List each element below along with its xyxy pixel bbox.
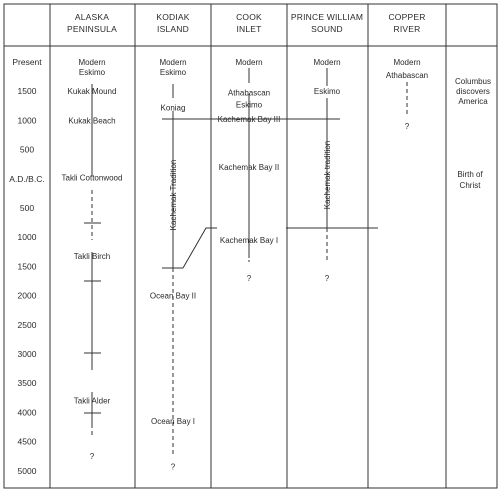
alaska-phase-label: Eskimo <box>78 68 106 78</box>
cook-phase-label: Modern <box>235 58 263 67</box>
birth-of-christ-line1: Birth of <box>457 170 483 179</box>
columbus-line1: Columbus <box>454 77 492 86</box>
header-kodiak-line1: KODIAK <box>156 12 190 22</box>
columbus-line3: America <box>458 97 488 106</box>
time-axis-label: 500 <box>19 144 35 155</box>
cook-phase-label: Kachemak Bay III <box>217 114 281 124</box>
kodiak-phase-label: Modern <box>159 58 187 67</box>
header-kodiak-line2: ISLAND <box>157 24 189 34</box>
alaska-phase-label: Kukak Beach <box>68 116 116 126</box>
alaska-phase-label: Takli Alder <box>73 396 111 406</box>
time-axis-label: 1000 <box>17 115 37 126</box>
time-axis-label: 2500 <box>17 319 37 330</box>
cook-phase-label: Kachemak Bay II <box>218 163 280 173</box>
time-axis-label: 1500 <box>17 261 37 272</box>
time-axis-label: 3000 <box>17 349 37 359</box>
kodiak-phase-label: Ocean Bay I <box>150 417 196 427</box>
columbus-line2: discovers <box>456 87 490 96</box>
kodiak-phase-label: Ocean Bay II <box>149 291 197 301</box>
birth-of-christ-line2: Christ <box>459 181 481 190</box>
time-axis-label: 1000 <box>17 232 37 243</box>
cook-phase-label: ? <box>246 274 252 284</box>
header-cook-line1: COOK <box>236 12 262 22</box>
alaska-phase-label: ? <box>89 452 95 462</box>
pws-phase-label: ? <box>324 274 330 284</box>
time-axis-label: 4000 <box>17 407 37 418</box>
header-cook-line2: INLET <box>236 24 262 34</box>
time-axis <box>9 57 44 476</box>
pws-phase-label: Modern <box>313 58 341 67</box>
alaska-phase-label: Takli Birch <box>73 252 111 262</box>
cook-phase-label: Eskimo <box>235 100 263 110</box>
phase-labels <box>62 58 429 471</box>
copper-phase-label: ? <box>404 122 410 132</box>
kodiak-phase-label: ? <box>170 462 176 472</box>
copper-phase-label: Athabascan <box>385 71 429 81</box>
sequence-lines <box>84 68 407 454</box>
header-pws-line2: SOUND <box>311 24 343 34</box>
time-axis-label: A.D./B.C. <box>9 173 45 184</box>
kachemak-connector <box>183 228 217 268</box>
time-axis-label: 4500 <box>17 436 37 447</box>
copper-phase-label: Modern <box>393 58 421 67</box>
time-axis-label: 3500 <box>17 378 37 389</box>
kodiak-phase-label: Koniag <box>160 103 186 113</box>
header-alaska-line1: ALASKA <box>74 12 110 22</box>
time-axis-label: 500 <box>19 203 35 213</box>
kodiak-tradition-label: Kachemak Tradition <box>169 159 178 231</box>
cook-phase-label: Athabascan <box>227 88 271 98</box>
alaska-phase-label: Takli Cottonwood <box>61 173 123 183</box>
header-pws-line1: PRINCE WILLIAM <box>290 12 364 22</box>
kodiak-phase-label: Eskimo <box>159 68 187 78</box>
time-axis-label: 2000 <box>17 290 37 301</box>
time-axis-label: 5000 <box>17 465 37 476</box>
pws-tradition-label: Kachemak tradition <box>323 140 332 210</box>
cook-phase-label: Kachemak Bay I <box>219 236 279 246</box>
header-copper-line1: COPPER <box>388 12 426 22</box>
time-axis-label: 1500 <box>17 86 37 97</box>
pws-phase-label: Eskimo <box>313 87 341 97</box>
header-alaska-line2: PENINSULA <box>67 24 117 34</box>
time-axis-label: Present <box>12 57 42 67</box>
alaska-phase-label: Kukak Mound <box>67 87 117 97</box>
alaska-phase-label: Modern <box>78 58 106 67</box>
header-copper-line2: RIVER <box>393 24 421 34</box>
